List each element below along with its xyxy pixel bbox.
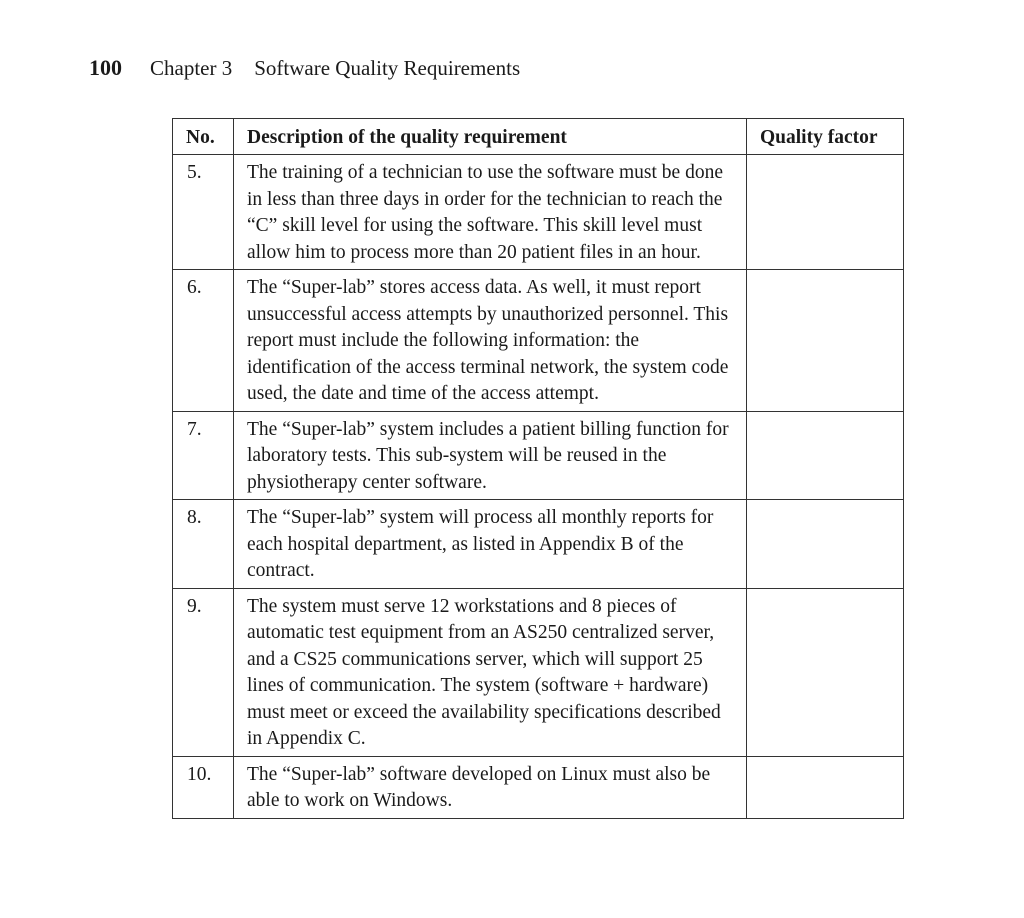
row-description: The training of a technician to use the software must be done in less than three days in order for the technician to reach the “C” skill level for using the software. This skill level must allow him to process more than 20 patient files in an hour. bbox=[234, 155, 747, 270]
page-number: 100 bbox=[89, 55, 122, 80]
running-head bbox=[89, 55, 520, 85]
row-quality-factor bbox=[747, 411, 904, 500]
requirements-table bbox=[172, 118, 904, 819]
header-no: No. bbox=[173, 119, 234, 155]
chapter-title: Software Quality Requirements bbox=[254, 56, 521, 80]
header-description: Description of the quality requirement bbox=[234, 119, 747, 155]
row-description: The “Super-lab” stores access data. As well, it must report unsuccessful access attempts by unauthorized personnel. This report must include the following information: the identification of the access terminal network, the system code used, the date and time of the access attempt. bbox=[234, 270, 747, 412]
row-quality-factor bbox=[747, 270, 904, 412]
table-row bbox=[173, 411, 904, 500]
header-quality-factor: Quality factor bbox=[747, 119, 904, 155]
table-row bbox=[173, 756, 904, 818]
row-number: 6. bbox=[173, 270, 234, 412]
row-quality-factor bbox=[747, 155, 904, 270]
row-description: The “Super-lab” system will process all monthly reports for each hospital department, as listed in Appendix B of the contract. bbox=[234, 500, 747, 589]
table-header-row bbox=[173, 119, 904, 155]
row-description: The “Super-lab” system includes a patient billing function for laboratory tests. This sub-system will be reused in the physiotherapy center software. bbox=[234, 411, 747, 500]
chapter-label: Chapter 3 bbox=[150, 56, 233, 80]
row-number: 8. bbox=[173, 500, 234, 589]
table-row bbox=[173, 270, 904, 412]
table-row bbox=[173, 588, 904, 756]
row-quality-factor bbox=[747, 588, 904, 756]
row-quality-factor bbox=[747, 756, 904, 818]
table-row bbox=[173, 155, 904, 270]
table-row bbox=[173, 500, 904, 589]
row-number: 10. bbox=[173, 756, 234, 818]
row-number: 7. bbox=[173, 411, 234, 500]
row-description: The system must serve 12 workstations and 8 pieces of automatic test equipment from an AS250 centralized server, and a CS25 communications server, which will support 25 lines of communication. The system (software + hardware) must meet or exceed the availability specifications described in Appendix C. bbox=[234, 588, 747, 756]
row-quality-factor bbox=[747, 500, 904, 589]
row-description: The “Super-lab” software developed on Linux must also be able to work on Windows. bbox=[234, 756, 747, 818]
row-number: 9. bbox=[173, 588, 234, 756]
row-number: 5. bbox=[173, 155, 234, 270]
